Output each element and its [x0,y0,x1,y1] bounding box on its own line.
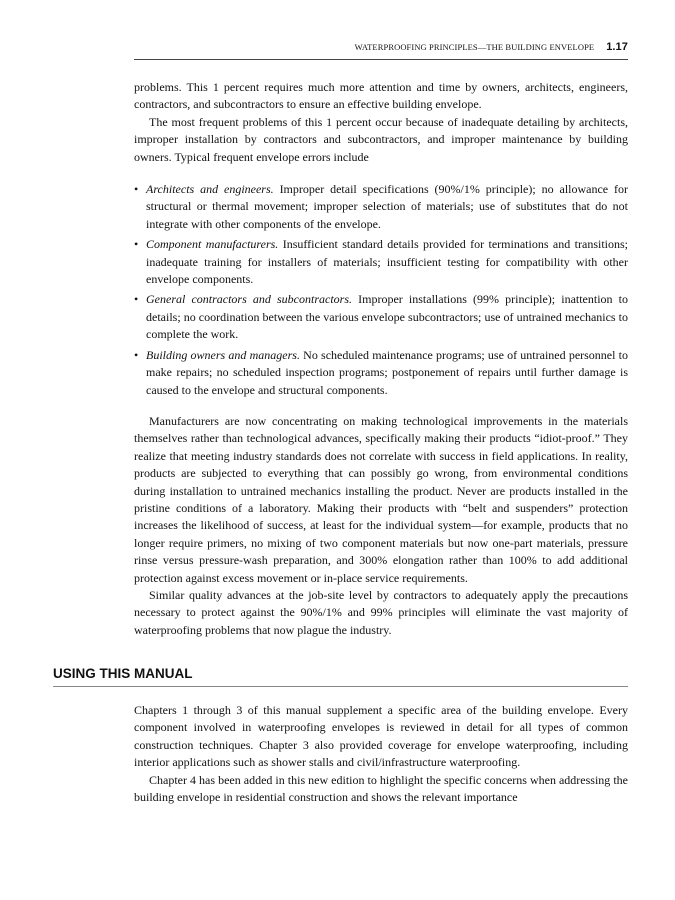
paragraph: problems. This 1 percent requires much more attention and time by owners, architects, engineers, contractors, and subcontractors to ensure an effective building envelope. [134,80,628,112]
bullet-icon: • [134,292,139,307]
list-item-lead: Architects and engineers. [146,182,274,197]
section-rule [53,686,628,687]
list-item [134,347,628,399]
list-item [134,181,628,233]
header-rule [134,59,628,60]
bullet-icon: • [134,347,139,362]
list-item-lead: General contractors and subcontractors. [146,292,353,307]
section-body [134,702,628,806]
running-header [355,41,628,53]
running-title: WATERPROOFING PRINCIPLES—THE BUILDING ENVELOPE [354,42,595,52]
body-text [134,79,628,639]
section-heading: USING THIS MANUAL [53,666,193,681]
list-item-text: No scheduled maintenance programs; use of untrained personnel to make repairs; no scheduled inspection programs; postponement of repairs until further damage is caused to the envelope and structural components. [146,347,629,397]
bullet-icon: • [134,237,139,252]
paragraph: Chapters 1 through 3 of this manual supplement a specific area of the building envelope. Every component involved in waterproofing envelopes is reviewed in detail for all types of common construction techniques. Chapter 3 also provided coverage for envelope waterproofing, including interior applications such as shower stalls and civil/infrastructure waterproofing. [134,703,628,770]
paragraph: Similar quality advances at the job-site level by contractors to adequately apply the precautions necessary to protect against the 90%/1% and 99% principles will eliminate the vast majority of waterproofing problems that now plague the industry. [134,587,628,637]
paragraph: Chapter 4 has been added in this new edition to highlight the specific concerns when addressing the building envelope in residential construction and shows the relevant importance [134,772,628,805]
list-item [134,236,628,288]
error-list [134,181,628,399]
page-number: 1.17 [606,41,628,53]
list-item-text: Improper detail specifications (90%/1% principle); no allowance for structural or thermal movement; improper selection of materials; use of substitutes that do not integrate with other components of the envelope. [146,182,629,231]
list-item-text: Insufficient standard details provided for terminations and transitions; inadequate training for installers of materials; insufficient testing for compatibility with other envelope components. [146,237,628,287]
list-item-lead: Building owners and managers. [146,347,300,362]
list-item [134,291,628,343]
paragraph: The most frequent problems of this 1 percent occur because of inadequate detailing by architects, improper installation by contractors and subcontractors, and improper maintenance by building owners. Typical frequent envelope errors include [134,114,628,164]
list-item-lead: Component manufacturers. [146,237,279,252]
list-item-text: Improper installations (99% principle); inattention to details; no coordination between the various envelope subcontractors; use of untrained mechanics to complete the work. [146,292,629,342]
bullet-icon: • [134,182,139,197]
paragraph: Manufacturers are now concentrating on making technological improvements in the materials themselves rather than technological advances, specifically making their products “idiot-proof.” They realize that meeting industry standards does not correlate with success in field applications. In reality, products are subjected to everything that can possibly go wrong, from environmental conditions during installation to untrained mechanics installing the product. Never are products installed in the pristine conditions of a laboratory. Making their products with “belt and suspenders” protection increases the likelihood of success, at least for the individual system—for example, products that no longer require primers, no mixing of two component materials but now one-part materials, pressure rinse versus pressure-wash preparation, and 300% elongation rather than 100% to add additional protection against excess movement or in-place service requirements. [134,413,628,585]
